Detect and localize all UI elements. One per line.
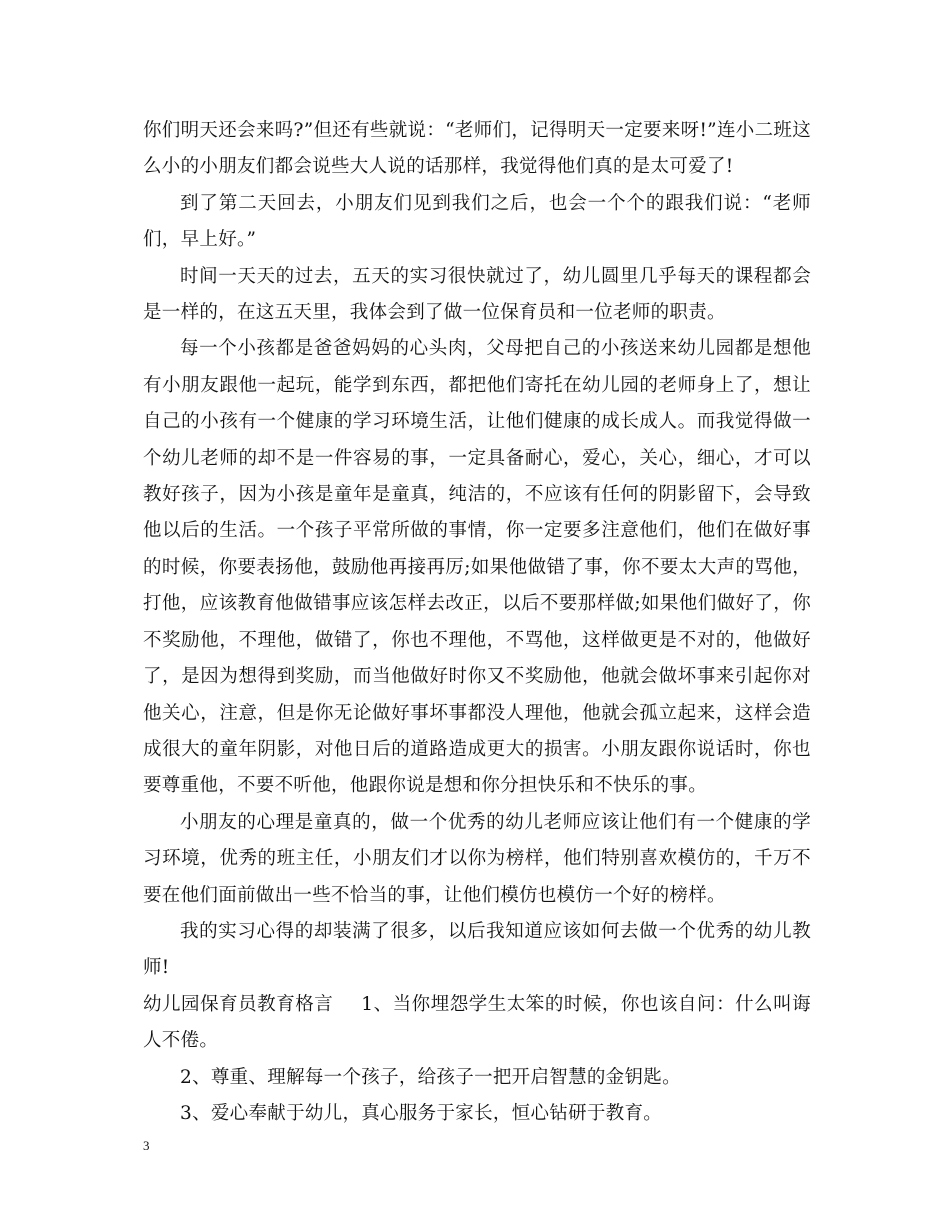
document-body xyxy=(143,113,811,1132)
motto-item: 2、尊重、理解每一个孩子，给孩子一把开启智慧的金钥匙。 xyxy=(180,1066,681,1088)
paragraph-five-days: 时间一天天的过去，五天的实习很快就过了，幼儿圆里几乎每天的课程都会是一样的，在这五天里，我体会到了做一位保育员和一位老师的职责。 xyxy=(143,265,811,324)
page-number: 3 xyxy=(143,1138,150,1153)
motto-item: 3、爱心奉献于幼儿，真心服务于家长，恒心钻研于教育。 xyxy=(180,1102,663,1124)
paragraph-conclusion: 我的实习心得的却装满了很多，以后我知道应该如何去做一个优秀的幼儿教师! xyxy=(143,920,811,979)
motto-item: 1、当你埋怨学生太笨的时候，你也该自问：什么叫诲人不倦。 xyxy=(143,993,811,1052)
paragraph-continuation: 你们明天还会来吗?”但还有些就说：“老师们，记得明天一定要来呀!”连小二班这么小的小朋友们都会说些大人说的话那样，我觉得他们真的是太可爱了! xyxy=(143,120,811,178)
paragraph-role-model: 小朋友的心理是童真的，做一个优秀的幼儿老师应该让他们有一个健康的学习环境，优秀的班主任，小朋友们才以你为榜样，他们特别喜欢模仿的，千万不要在他们面前做出一些不恰当的事，让他们模仿也模仿一个好的榜样。 xyxy=(143,811,811,906)
paragraph-teacher-duty: 每一个小孩都是爸爸妈妈的心头肉，父母把自己的小孩送来幼儿园都是想他有小朋友跟他一起玩，能学到东西，都把他们寄托在幼儿园的老师身上了，想让自己的小孩有一个健康的学习环境生活，让他们健康的成长成人。而我觉得做一个幼儿老师的却不是一件容易的事，一定具备耐心，爱心，关心，细心，才可以教好孩子，因为小孩是童年是童真，纯洁的，不应该有任何的阴影留下，会导致他以后的生活。一个孩子平常所做的事情，你一定要多注意他们，他们在做好事的时候，你要表扬他，鼓励他再接再厉;如果他做错了事，你不要太大声的骂他，打他，应该教育他做错事应该怎样去改正，以后不要那样做;如果他们做好了，你不奖励他，不理他，做错了，你也不理他，不骂他，这样做更是不对的，他做好了，是因为想得到奖励，而当他做好时你又不奖励他，他就会做坏事来引起你对他关心，注意，但是你无论做好事坏事都没人理他，他就会孤立起来，这样会造成很大的童年阴影，对他日后的道路造成更大的损害。小朋友跟你说话时，你也要尊重他，不要不听他，他跟你说是想和你分担快乐和不快乐的事。 xyxy=(143,338,811,797)
motto-heading: 幼儿园保育员教育格言 xyxy=(143,993,334,1015)
paragraph-second-day: 到了第二天回去，小朋友们见到我们之后，也会一个个的跟我们说：“老师们，早上好。” xyxy=(143,192,811,251)
motto-section xyxy=(143,987,811,1060)
